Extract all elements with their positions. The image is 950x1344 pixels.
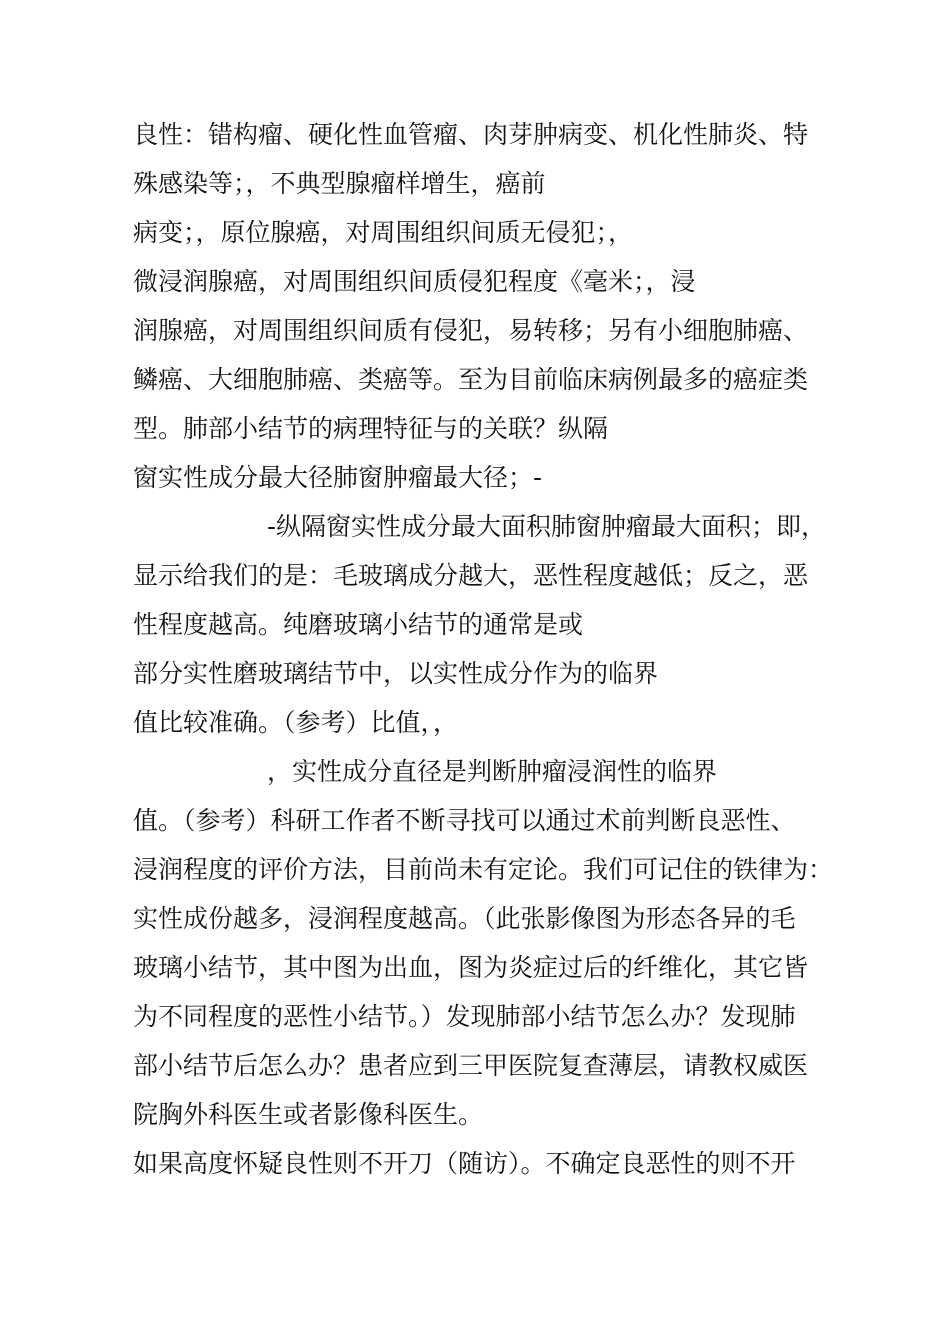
text-line: 浸润程度的评价方法，目前尚未有定论。我们可记住的铁律为： [133,855,834,884]
text-line: 润腺癌，对周围组织间质有侵犯，易转移；另有小细胞肺癌、 [133,316,809,345]
text-line: 部分实性磨玻璃结节中，以实性成分作为的临界 [133,659,659,688]
text-line: 殊感染等；，不典型腺瘤样增生，癌前 [133,169,546,198]
text-line-indented: -纵隔窗实性成分最大面积肺窗肿瘤最大面积；即， [267,512,827,541]
text-line: 窗实性成分最大径肺窗肿瘤最大径；- [133,463,543,492]
text-line: 性程度越高。纯磨玻璃小结节的通常是或 [133,610,584,639]
text-line: 院胸外科医生或者影像科医生。 [133,1100,484,1129]
text-line: 实性成份越多，浸润程度越高。（此张影像图为形态各异的毛 [133,904,796,933]
text-line: 微浸润腺癌，对周围组织间质侵犯程度《毫米；，浸 [133,267,696,296]
text-line: 值比较准确。（参考）比值，， [133,708,459,737]
text-line: 显示给我们的是：毛玻璃成分越大，恶性程度越低；反之，恶 [133,561,809,590]
text-line: 鳞癌、大细胞肺癌、类癌等。至为目前临床病例最多的癌症类 [133,365,809,394]
text-line: 为不同程度的恶性小结节。）发现肺部小结节怎么办？发现肺 [133,1002,796,1031]
text-line-indented: ，实性成分直径是判断肿瘤浸润性的临界 [267,757,718,786]
text-line: 型。肺部小结节的病理特征与的关联？纵隔 [133,414,609,443]
text-line: 良性：错构瘤、硬化性血管瘤、肉芽肿病变、机化性肺炎、特 [133,120,809,149]
text-line: 玻璃小结节，其中图为出血，图为炎症过后的纤维化，其它皆 [133,953,809,982]
text-line: 病变；，原位腺癌，对周围组织间质无侵犯；， [133,218,634,247]
text-line: 值。（参考）科研工作者不断寻找可以通过术前判断良恶性、 [133,806,796,835]
body-text [133,110,833,1188]
text-line: 部小结节后怎么办？患者应到三甲医院复查薄层，请教权威医 [133,1051,809,1080]
text-line: 如果高度怀疑良性则不开刀（随访）。不确定良恶性的则不开 [133,1149,796,1178]
